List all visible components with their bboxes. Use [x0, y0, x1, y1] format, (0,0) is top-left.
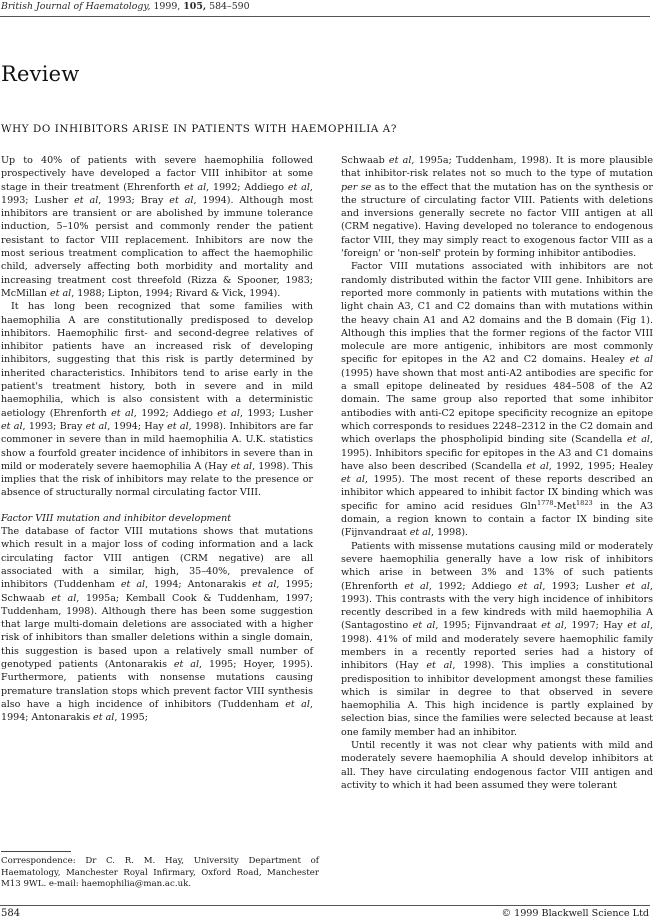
left-paragraph-3: The database of factor VIII mutations shows that mutations which result in a major loss of coding information and a lack circulating factor VIII antigen (CRM negative) are all associated with a similar, high, 35–40%, prevalence of inhibitors (Tuddenham et al, 1994; Antonarakis et al, 1995; Schwaab et al, 1995a; Kemball Cook & Tuddenham, 1997; Tuddenham, 1998). Although there has been some suggestion that large multi-domain deletions are associated with a higher risk of inhibitors than smaller deletions within a single domain, this suggestion is based upon a relatively small number of genotyped patients (Antonarakis et al, 1995; Hoyer, 1995). Furthermore, patients with nonsense mutations causing premature translation stops which prevent factor VIII synthesis also have a high incidence of inhibitors (Tuddenham et al, 1994; Antonarakis et al, 1995;: [1, 526, 313, 724]
right-paragraph-4: Until recently it was not clear why patients with mild and moderately severe haemophilia A should develop inhibitors at all. They have circulating endogenous factor VIII antigen and activity to which it had been assumed they were tolerant: [341, 740, 653, 791]
superscript-met: 1823: [576, 498, 593, 507]
superscript-gln: 1778: [537, 498, 554, 507]
header-rule: [0, 16, 650, 17]
right-column: [341, 154, 653, 792]
journal-year: 1999,: [153, 1, 181, 12]
right-paragraph-3: Patients with missense mutations causing mild or moderately severe haemophilia generally have a low risk of inhibitors which arise in between 3% and 13% of such patients (Ehrenforth et al, 1992; Addiego et al, 1993; Lusher et al, 1993). This contrasts with the very high incidence of inhibitors recently described in a few kindreds with mild haemophilia A (Santagostino et al, 1995; Fijnvandraat et al, 1997; Hay et al, 1998). 41% of mild and moderately severe haemophilic family members in a recently reported series had a history of inhibitors (Hay et al, 1998). This implies a constitutional predisposition to inhibitor development amongst these families which is similar in degree to that observed in severe haemophilia A. This high incidence is partly explained by selection bias, since the families were selected because at least one family member had an inhibitor.: [341, 540, 653, 738]
correspondence-note: Correspondence: Dr C. R. M. Hay, University Department of Haematology, Manchester Royal Infirmary, Oxford Road, Manchester M13 9WL. e-mail: haemophilia@man.ac.uk.: [1, 856, 319, 890]
left-column: [1, 154, 313, 724]
right-paragraph-2-text-a: Factor VIII mutations associated with inhibitors are not randomly distributed within the factor VIII gene. Inhibitors are reported more commonly in patients with mutations within the light chain A3, C1 and C2 domains than with mutations within the heavy chain A1 and A2 domains and the B domain (Fig 1). Although this implies that the former regions of the factor VIII molecule are more antigenic, inhibitors are most commonly specific for epitopes in the A2 and C2 domains. Healey et al (1995) have shown that most anti-A2 antibodies are specific for a small epitope delineated by residues 484–508 of the A2 domain. The same group also reported that some inhibitor antibodies with anti-C2 epitope specificity recognize an epitope which corresponds to residues 2248–2312 in the C2 domain and which overlaps the phospholipid binding site (Scandella et al, 1995). Inhibitors specific for epitopes in the A3 and C1 domains have also been described (Scandella et al, 1992, 1995; Healey et al, 1995). The most recent of these reports described an inhibitor which appeared to inhibit factor IX binding which was specific for amino acid residues Gln: [341, 261, 653, 512]
journal-volume: 105,: [183, 1, 207, 12]
left-paragraph-1: Up to 40% of patients with severe haemophilia followed prospectively have developed a factor VIII inhibitor at some stage in their treatment (Ehrenforth et al, 1992; Addiego et al, 1993; Lusher et al, 1993; Bray et al, 1994). Although most inhibitors are transient or are abolished by immune tolerance induction, 5–10% persist and commonly render the patient resistant to factor VIII replacement. Inhibitors are now the most serious treatment complication to affect the haemophilic child, adversely affecting both morbidity and mortality and increasing treatment cost threefold (Rizza & Spooner, 1983; McMillan et al, 1988; Lipton, 1994; Rivard & Vick, 1994).: [1, 155, 313, 299]
section-label: Review: [1, 62, 80, 86]
copyright-notice: © 1999 Blackwell Science Ltd: [501, 908, 649, 919]
running-header: [1, 1, 250, 12]
left-paragraph-2: It has long been recognized that some families with haemophilia A are constitutionally predisposed to develop inhibitors. Haemophilic first- and second-degree relatives of inhibitor patients have an increased risk of developing inhibitors, suggesting that this risk is partly determined by inherited characteristics. Inhibitors tend to arise early in the patient's treatment history, both in severe and in mild haemophilia, which is also consistent with a deterministic aetiology (Ehrenforth et al, 1992; Addiego et al, 1993; Lusher et al, 1993; Bray et al, 1994; Hay et al, 1998). Inhibitors are far commoner in severe than in mild haemophilia A. U.K. statistics show a fourfold greater incidence of inhibitors in severe than in mild or moderately severe haemophilia A (Hay et al, 1998). This implies that the risk of inhibitors may relate to the presence or absence of structurally normal circulating factor VIII.: [1, 301, 313, 499]
right-paragraph-2-text-b: -Met: [553, 500, 577, 512]
article-title: WHY DO INHIBITORS ARISE IN PATIENTS WITH HAEMOPHILIA A?: [1, 123, 397, 135]
footer-rule: [0, 905, 650, 906]
journal-pages: 584–590: [209, 1, 250, 12]
page-number: 584: [1, 908, 21, 919]
right-paragraph-2: [341, 260, 653, 539]
journal-name: British Journal of Haematology,: [1, 1, 151, 12]
right-paragraph-2-text-c: in the A3 domain, a region known to contain a factor IX binding site (Fijnvandraat et al, 1998).: [341, 500, 653, 539]
right-paragraph-1: Schwaab et al, 1995a; Tuddenham, 1998). It is more plausible that inhibitor-risk relates not so much to the type of mutation per se as to the effect that the mutation has on the synthesis or the structure of circulating factor VIII. Patients with deletions and inversions generally secrete no factor VIII antigen at all (CRM negative). Having developed no tolerance to endogenous factor VIII, they may simply react to exogenous factor VIII as a 'foreign' or 'non-self' protein by forming inhibitor antibodies.: [341, 155, 653, 260]
section-heading: Factor VIII mutation and inhibitor development: [1, 512, 232, 524]
correspondence-rule: [1, 851, 71, 852]
